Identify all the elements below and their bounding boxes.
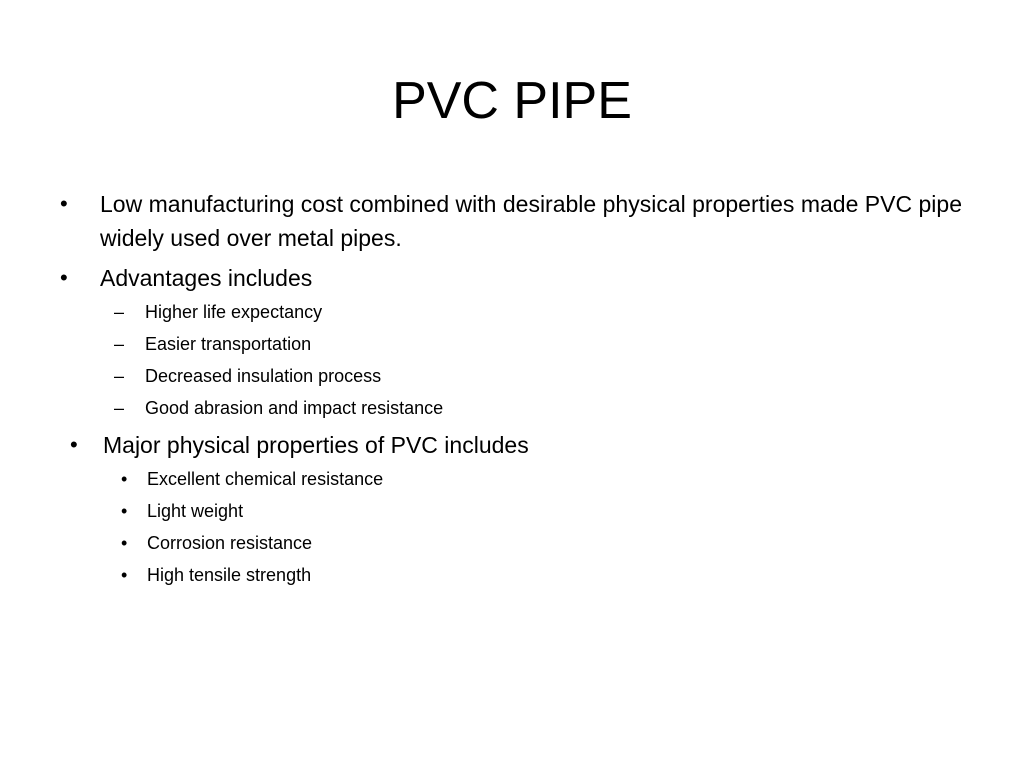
bullet-icon: • bbox=[121, 501, 128, 521]
dash-icon: – bbox=[114, 302, 125, 322]
advantage-item bbox=[114, 299, 945, 325]
bullet-icon: • bbox=[60, 191, 68, 216]
advantage-text: Higher life expectancy bbox=[145, 302, 323, 322]
bullet-icon: • bbox=[70, 432, 78, 457]
bullet-point-manufacturing-cost bbox=[60, 187, 962, 255]
advantage-text: Easier transportation bbox=[145, 334, 312, 354]
advantage-item bbox=[114, 331, 945, 357]
bullet-icon: • bbox=[60, 265, 68, 290]
advantage-text: Decreased insulation process bbox=[145, 366, 382, 386]
property-text: High tensile strength bbox=[147, 565, 312, 585]
property-item bbox=[121, 562, 947, 588]
dash-icon: – bbox=[114, 334, 125, 354]
bullet-icon: • bbox=[121, 565, 128, 585]
bullet-text: Advantages includes bbox=[100, 265, 313, 291]
dash-icon: – bbox=[114, 398, 125, 418]
dash-icon: – bbox=[114, 366, 125, 386]
property-text: Corrosion resistance bbox=[147, 533, 313, 553]
advantage-item bbox=[114, 363, 945, 389]
property-text: Excellent chemical resistance bbox=[147, 469, 384, 489]
bullet-point-physical-properties bbox=[70, 428, 963, 462]
bullet-point-advantages bbox=[60, 261, 962, 295]
bullet-text: Major physical properties of PVC includes bbox=[103, 432, 529, 458]
property-text: Light weight bbox=[147, 501, 244, 521]
bullet-icon: • bbox=[121, 469, 128, 489]
property-item bbox=[121, 466, 947, 492]
bullet-text: Low manufacturing cost combined with desirable physical properties made PVC pipe widely used over metal pipes. bbox=[100, 191, 962, 251]
property-item bbox=[121, 498, 947, 524]
advantage-text: Good abrasion and impact resistance bbox=[145, 398, 444, 418]
slide-title: PVC PIPE bbox=[392, 72, 632, 130]
advantage-item bbox=[114, 395, 945, 421]
bullet-icon: • bbox=[121, 533, 128, 553]
property-item bbox=[121, 530, 947, 556]
